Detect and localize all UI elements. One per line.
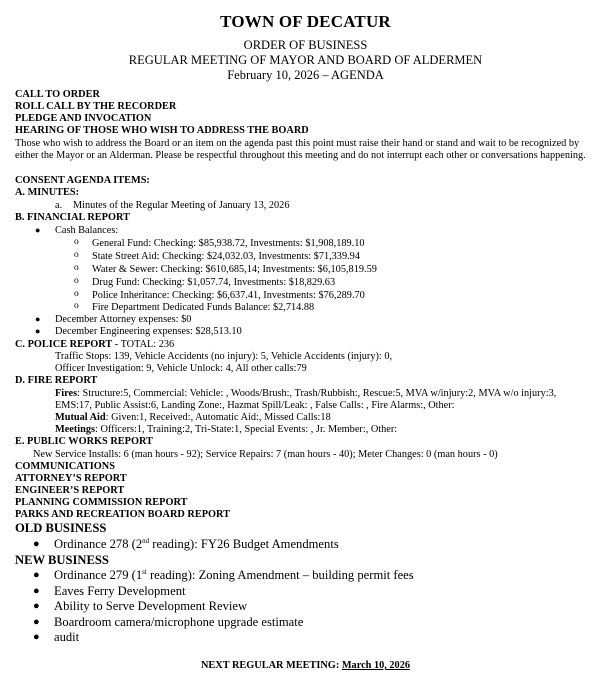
ordinance-279-rest: reading): Zoning Amendment – building permit fees	[146, 568, 414, 582]
cash-police-inheritance: Police Inheritance: Checking: $6,637.41, Investments: $76,289.70	[92, 290, 365, 301]
police-report-heading: C. POLICE REPORT	[15, 339, 113, 350]
mutual-aid-text: : Given:1, Received:, Automatic Aid:, Missed Calls:18	[105, 412, 331, 423]
circle-bullet-icon: o	[74, 301, 79, 311]
cash-drug-fund: Drug Fund: Checking: $1,057.74, Investments: $18,829.63	[92, 277, 336, 288]
police-report-line	[15, 339, 174, 351]
bullet-icon: ●	[33, 538, 40, 550]
minutes-heading: A. MINUTES:	[15, 187, 80, 198]
bullet-icon: ●	[33, 600, 40, 612]
order-of-business-heading: ORDER OF BUSINESS	[243, 38, 368, 52]
bullet-icon: ●	[33, 585, 40, 597]
ordinance-278-sup: nd	[142, 536, 150, 545]
meeting-type-heading: REGULAR MEETING OF MAYOR AND BOARD OF ALDERMEN	[128, 53, 483, 67]
bullet-icon: ●	[35, 314, 41, 324]
bullet-icon: ●	[35, 225, 41, 235]
circle-bullet-icon: o	[74, 237, 79, 247]
call-to-order: CALL TO ORDER	[15, 89, 100, 100]
police-stats-line-2: Officer Investigation: 9, Vehicle Unlock: 4, All other calls:79	[55, 363, 307, 374]
old-business-item	[54, 537, 339, 552]
bullet-icon: ●	[33, 569, 40, 581]
engineering-expenses: December Engineering expenses: $28,513.10	[55, 326, 242, 337]
ordinance-278-text: Ordinance 278 (2	[54, 537, 143, 551]
fire-meetings-line	[55, 424, 397, 436]
new-business-item: audit	[54, 630, 80, 644]
planning-commission-heading: PLANNING COMMISSION REPORT	[15, 497, 188, 508]
minutes-item-marker: a.	[55, 200, 63, 211]
public-works-text: New Service Installs: 6 (man hours - 92); Service Repairs: 7 (man hours - 40); Meter Changes: 0 (man hours - 0)	[33, 449, 498, 460]
cash-general-fund: General Fund: Checking: $85,938.72, Investments: $1,908,189.10	[92, 238, 365, 249]
public-works-heading: E. PUBLIC WORKS REPORT	[15, 436, 153, 447]
meetings-text: : Officers:1, Training:2, Tri-State:1, Special Events: , Jr. Member:, Other:	[95, 424, 398, 435]
pledge-invocation: PLEDGE AND INVOCATION	[15, 113, 152, 124]
town-title: TOWN OF DECATUR	[220, 12, 391, 31]
attorney-report-heading: ATTORNEY’S REPORT	[15, 473, 127, 484]
fire-calls-line-1	[55, 388, 556, 400]
ordinance-279-text: Ordinance 279 (1	[54, 568, 143, 582]
new-business-item: Boardroom camera/microphone upgrade estimate	[54, 615, 304, 629]
new-business-item-ordinance	[54, 568, 414, 583]
communications-heading: COMMUNICATIONS	[15, 461, 115, 472]
minutes-item: Minutes of the Regular Meeting of January 13, 2026	[73, 200, 290, 211]
public-hearing-heading: HEARING OF THOSE WHO WISH TO ADDRESS THE BOARD	[15, 125, 309, 136]
attorney-expenses: December Attorney expenses: $0	[55, 314, 192, 325]
police-report-total: - TOTAL: 236	[112, 339, 175, 350]
cash-water-sewer: Water & Sewer: Checking: $610,685,14; Investments: $6,105,819.59	[92, 264, 377, 275]
fires-label: Fires	[55, 388, 78, 399]
fire-calls-line-2: EMS:17, Public Assist:6, Landing Zone:, Hazmat Spill/Leak: , False Calls: , Fire Alarms:, Other:	[55, 400, 455, 411]
bullet-icon: ●	[33, 616, 40, 628]
circle-bullet-icon: o	[74, 263, 79, 273]
circle-bullet-icon: o	[74, 250, 79, 260]
agenda-date-heading: February 10, 2026 – AGENDA	[227, 68, 384, 82]
parks-recreation-heading: PARKS AND RECREATION BOARD REPORT	[15, 509, 230, 520]
consent-agenda-heading: CONSENT AGENDA ITEMS:	[15, 175, 150, 186]
circle-bullet-icon: o	[74, 276, 79, 286]
fire-report-heading: D. FIRE REPORT	[15, 375, 98, 386]
financial-report-heading: B. FINANCIAL REPORT	[15, 212, 130, 223]
old-business-heading: OLD BUSINESS	[15, 521, 107, 535]
new-business-item: Ability to Serve Development Review	[54, 599, 248, 613]
mutual-aid-label: Mutual Aid	[55, 412, 106, 423]
roll-call: ROLL CALL BY THE RECORDER	[15, 101, 177, 112]
circle-bullet-icon: o	[74, 289, 79, 299]
fires-text: : Structure:5, Commercial: Vehicle: , Woods/Brush:, Trash/Rubbish:, Rescue:5, MVA w/injury:2, MVA w/o injury:3,	[77, 388, 557, 399]
bullet-icon: ●	[33, 631, 40, 643]
public-hearing-text: Those who wish to address the Board or an item on the agenda past this point must raise their hand or stand and wait to be recognized by either the Mayor or an Alderman. Please be respectful throughout this meeting and do not interrupt each other or conversations happening.	[15, 138, 586, 161]
ordinance-279-sup: st	[142, 567, 147, 576]
next-meeting-label: NEXT REGULAR MEETING:	[200, 660, 342, 671]
cash-balances-label: Cash Balances:	[55, 225, 119, 236]
new-business-item: Eaves Ferry Development	[54, 584, 186, 598]
next-meeting-line	[0, 660, 611, 672]
meetings-label: Meetings	[55, 424, 96, 435]
next-meeting-date: March 10, 2026	[341, 660, 410, 671]
new-business-heading: NEW BUSINESS	[15, 553, 109, 567]
police-stats-line-1: Traffic Stops: 139, Vehicle Accidents (no injury): 5, Vehicle Accidents (injury): 0,	[55, 351, 393, 362]
cash-state-street-aid: State Street Aid: Checking: $24,032.03, Investments: $71,339.94	[92, 251, 360, 262]
mutual-aid-line	[55, 412, 331, 424]
bullet-icon: ●	[35, 326, 41, 336]
engineer-report-heading: ENGINEER’S REPORT	[15, 485, 125, 496]
cash-fire-dept-fund: Fire Department Dedicated Funds Balance: $2,714.88	[92, 302, 315, 313]
ordinance-278-rest: reading): FY26 Budget Amendments	[149, 537, 339, 551]
